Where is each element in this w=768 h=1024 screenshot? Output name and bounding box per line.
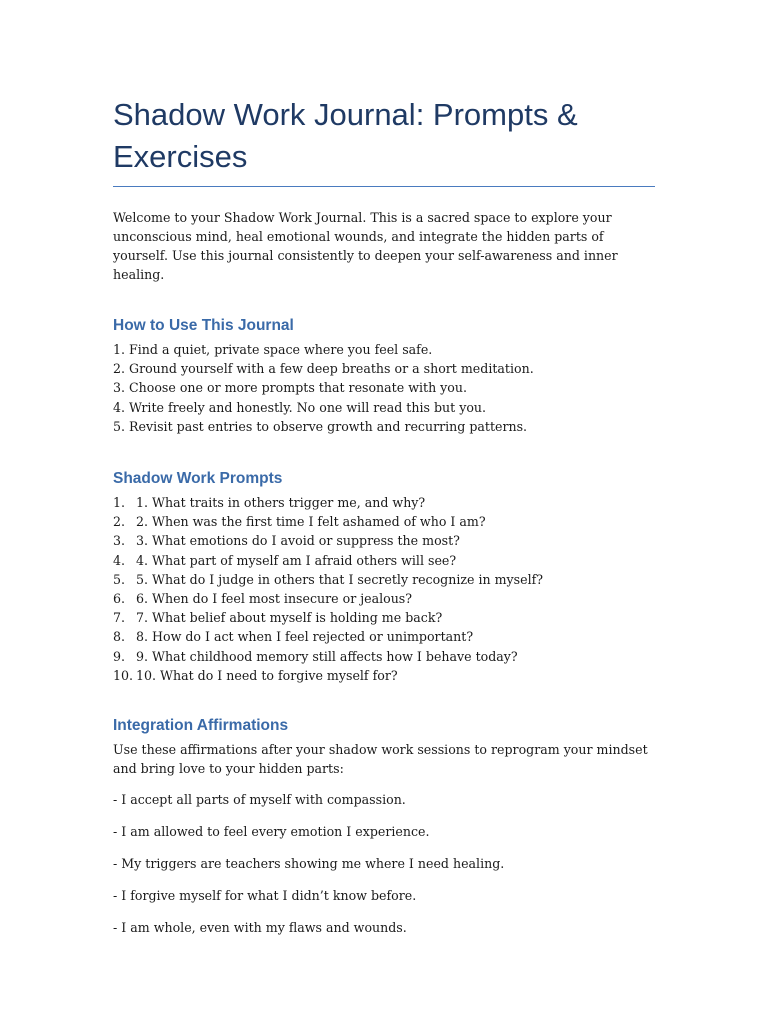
affirmations-heading: Integration Affirmations [113,717,289,735]
how-to-step: 5. Revisit past entries to observe growth and recurring patterns. [113,418,528,434]
prompt-number: 2. [113,514,126,530]
prompt-item [113,570,655,589]
how-to-step: 1. Find a quiet, private space where you feel safe. [113,342,433,357]
title-divider [113,186,655,187]
prompt-number: 8. [113,629,126,645]
prompt-text: 8. How do I act when I feel rejected or unimportant? [136,629,474,645]
prompt-number: 1. [113,495,126,511]
prompt-text: 3. What emotions do I avoid or suppress the most? [136,533,460,549]
affirmation-item: - My triggers are teachers showing me where I need healing. [113,856,505,872]
prompt-number: 4. [113,552,126,568]
prompt-item [113,627,655,646]
prompt-text: 6. When do I feel most insecure or jealous? [136,591,413,607]
prompt-number: 10. [113,667,134,683]
prompt-number: 9. [113,648,126,664]
prompts-heading: Shadow Work Prompts [113,470,283,488]
prompt-item [113,589,655,608]
prompt-item [113,512,655,531]
document-page [113,0,655,937]
prompt-number: 5. [113,571,126,587]
intro-paragraph: Welcome to your Shadow Work Journal. This is a sacred space to explore your unconscious mind, heal emotional wounds, and integrate the hidden parts of yourself. Use this journal consistently to deepen your self-awareness and inner healing. [113,210,618,282]
prompt-text: 10. What do I need to forgive myself for? [136,667,398,683]
how-to-step: 3. Choose one or more prompts that resonate with you. [113,380,467,396]
prompt-text: 4. What part of myself am I afraid others will see? [136,552,457,568]
prompt-text: 2. When was the first time I felt ashamed of who I am? [136,514,486,530]
prompt-number: 6. [113,591,126,607]
prompt-text: 9. What childhood memory still affects how I behave today? [136,648,518,664]
how-to-heading: How to Use This Journal [113,317,294,334]
prompt-item [113,647,655,666]
prompt-item [113,608,655,627]
prompt-item [113,531,655,550]
affirmation-item: - I am whole, even with my flaws and wounds. [113,920,407,936]
document-title: Shadow Work Journal: Prompts & Exercises [113,97,578,174]
affirmation-item: - I accept all parts of myself with compassion. [113,792,406,808]
prompt-item [113,493,655,512]
affirmation-item: - I forgive myself for what I didn’t know before. [113,888,417,904]
prompt-number: 7. [113,610,126,626]
affirmations-intro: Use these affirmations after your shadow work sessions to reprogram your mindset and bring love to your hidden parts: [113,742,648,777]
prompt-number: 3. [113,533,126,549]
prompt-item [113,666,655,685]
how-to-step: 4. Write freely and honestly. No one will read this but you. [113,399,487,415]
affirmation-item: - I am allowed to feel every emotion I experience. [113,824,430,840]
prompt-text: 1. What traits in others trigger me, and why? [136,495,426,511]
prompt-text: 5. What do I judge in others that I secretly recognize in myself? [136,571,544,587]
how-to-step: 2. Ground yourself with a few deep breaths or a short meditation. [113,361,534,377]
prompt-item [113,551,655,570]
prompts-list [113,493,655,685]
prompt-text: 7. What belief about myself is holding me back? [136,610,443,626]
how-to-list [113,340,655,436]
